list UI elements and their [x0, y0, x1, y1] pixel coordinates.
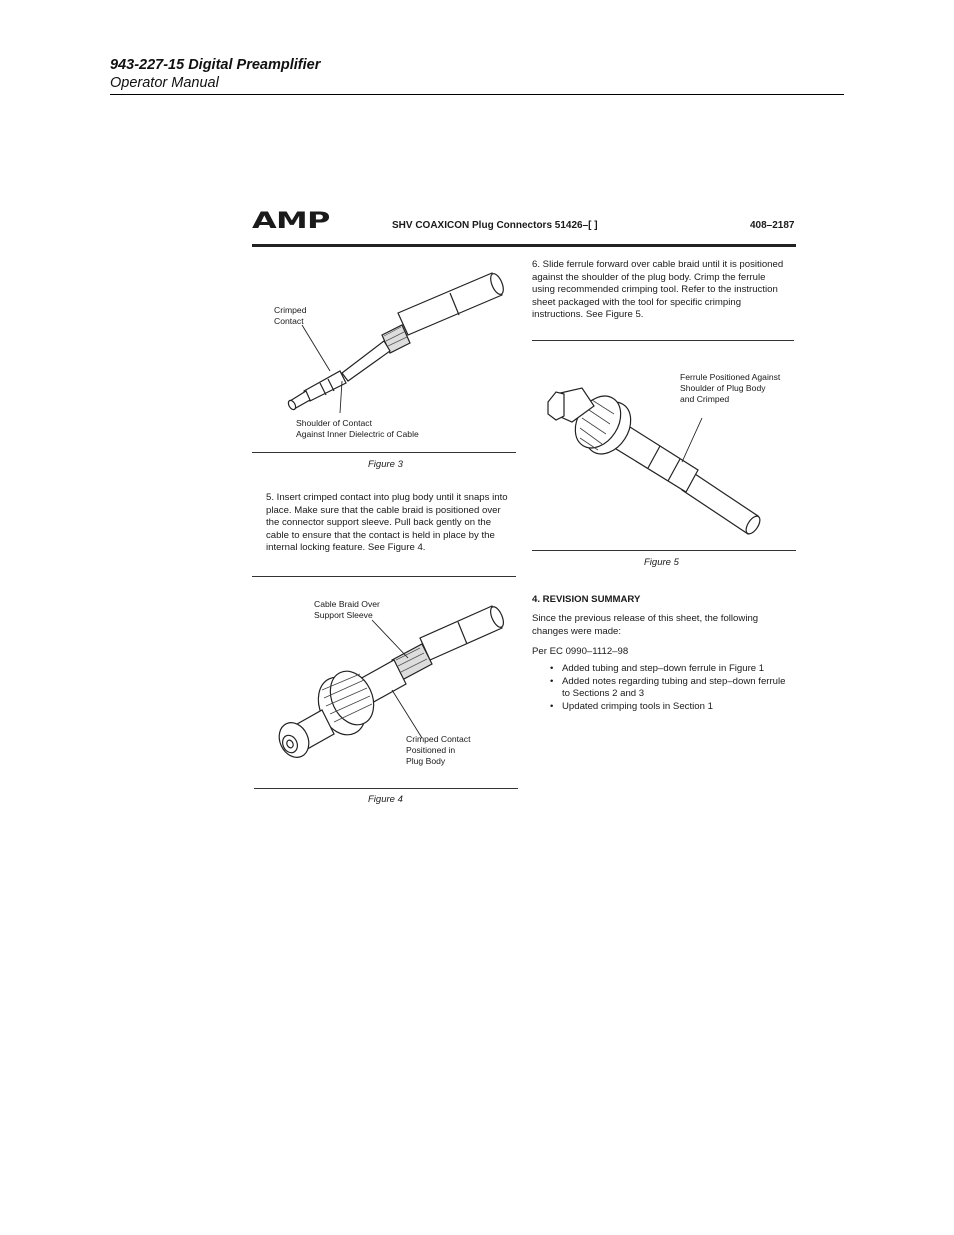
revision-list — [532, 663, 796, 713]
list-item: • Added notes regarding tubing and step–down ferrule to Sections 2 and 3 — [550, 675, 786, 699]
figure-3-label-shoulder: Shoulder of Contact Against Inner Dielectric of Cable — [296, 418, 419, 439]
figure-4-caption: Figure 4 — [368, 794, 403, 805]
figure-5-rule — [532, 550, 796, 551]
step-5-text: 5. Insert crimped contact into plug body until it snaps into place. Make sure that the cable braid is positioned over the connector support sleeve. Pull back gently on the cable to ensure that the contact is held in place by the internal locking feature. See Figure 4. — [266, 492, 508, 553]
revision-ec: Per EC 0990–1112–98 — [532, 646, 629, 657]
manual-title: 943-227-15 Digital Preamplifier — [110, 57, 321, 73]
scanned-instruction-sheet — [250, 208, 800, 818]
figure-4-drawing — [260, 598, 510, 788]
figure-3-label-contact: Crimped Contact — [274, 305, 307, 326]
manual-subtitle: Operator Manual — [110, 75, 219, 91]
amp-logo: AMP — [252, 209, 330, 234]
page-header — [110, 56, 844, 92]
figure-3-caption: Figure 3 — [368, 459, 403, 470]
figure-4-label-contact: Crimped Contact Positioned in Plug Body — [406, 734, 471, 766]
figure-4-label-braid: Cable Braid Over Support Sleeve — [314, 599, 380, 620]
figure-5-label-ferrule: Ferrule Positioned Against Shoulder of Plug Body and Crimped — [680, 372, 781, 404]
list-item: • Updated crimping tools in Section 1 — [550, 700, 713, 712]
header-rule — [110, 94, 844, 95]
step-5-rule — [252, 576, 516, 577]
list-item: • Added tubing and step–down ferrule in Figure 1 — [550, 663, 765, 674]
figure-4-rule — [254, 788, 518, 789]
figure-5-caption: Figure 5 — [644, 557, 679, 568]
sheet-number: 408–2187 — [750, 220, 795, 231]
revision-intro: Since the previous release of this sheet, the following changes were made: — [532, 613, 759, 637]
figure-3-rule — [252, 452, 516, 453]
sheet-top-rule — [252, 244, 796, 247]
revision-summary-heading: 4. REVISION SUMMARY — [532, 594, 641, 605]
sheet-title: SHV COAXICON Plug Connectors 51426–[ ] — [392, 220, 598, 231]
step-6-rule — [532, 340, 794, 341]
step-6-text: 6. Slide ferrule forward over cable braid until it is positioned against the shoulder of the plug body. Crimp the ferrule using recommended crimping tool. Refer to the instruction sheet packaged with the tool for specific crimping instructions. See Figure 5. — [532, 259, 784, 320]
